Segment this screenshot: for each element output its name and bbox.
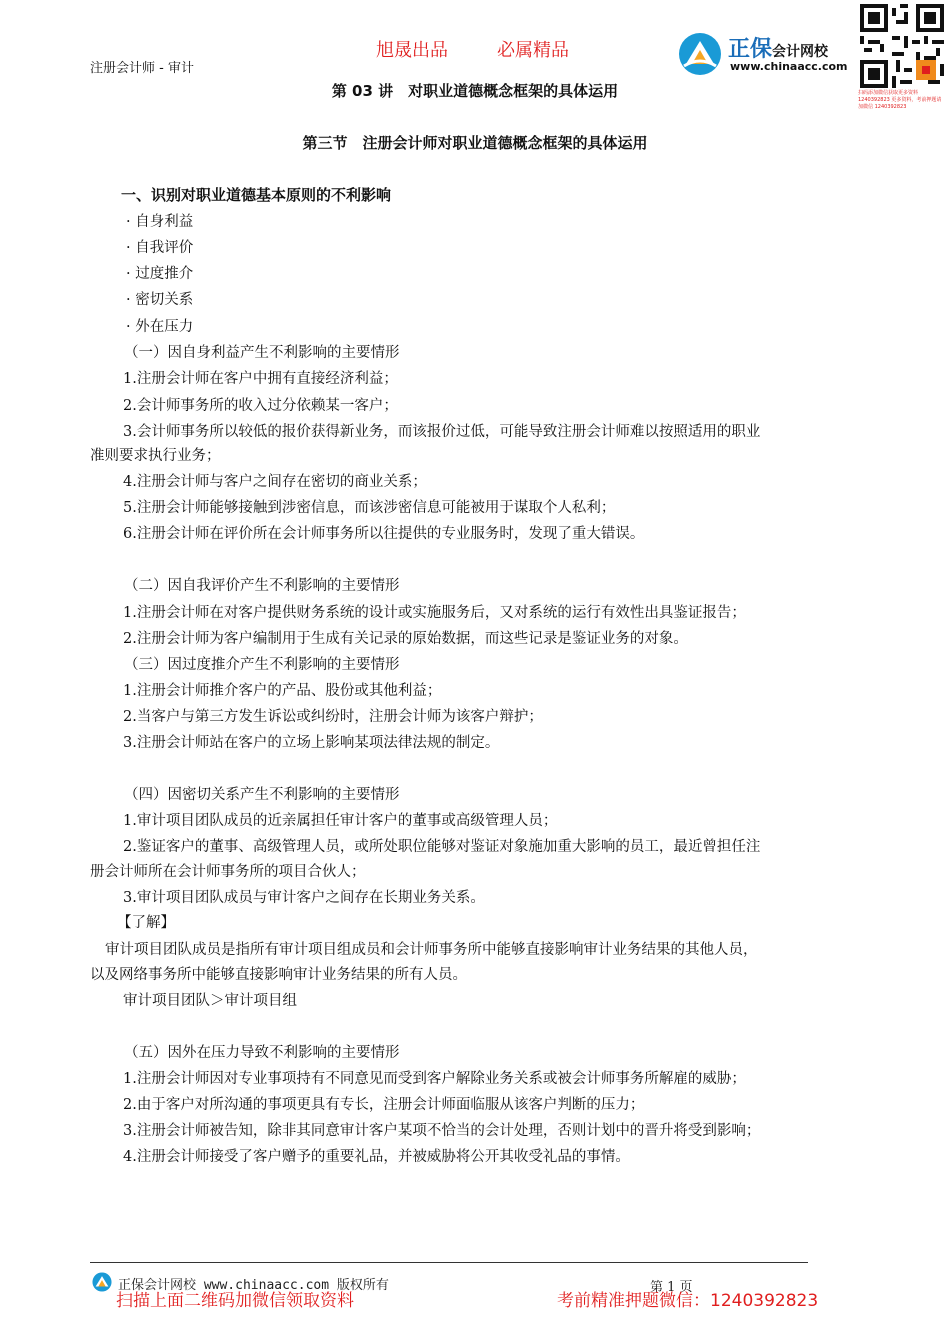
qr-code-icon	[860, 4, 944, 88]
list-item: 4.注册会计师与客户之间存在密切的商业关系；	[123, 474, 427, 490]
course-label: 注册会计师 - 审计	[90, 61, 194, 76]
note-text-continued: 以及网络事务所中能够直接影响审计业务结果的所有人员。	[90, 967, 467, 983]
list-item: 1.注册会计师因对专业事项持有不同意见而受到客户解除业务关系或被会计师事务所解雇的威胁；	[123, 1071, 746, 1087]
qr-caption: 扫码添加微信获取更多资料 1240392823 更多资料，考前押题请加微信 1240392823	[858, 90, 942, 110]
list-item: 3.会计师事务所以较低的报价获得新业务，而该报价过低，可能导致注册会计师难以按照适用的职业	[123, 424, 761, 440]
list-item: 2.由于客户对所沟通的事项更具有专长，注册会计师面临服从该客户判断的压力；	[123, 1097, 645, 1113]
page-number: 第 1 页	[650, 1280, 693, 1295]
promo-left: 扫描上面二维码加微信领取资料	[116, 1291, 354, 1311]
footer-divider	[90, 1262, 808, 1263]
logo-url: www.chinaacc.com	[730, 60, 848, 73]
footer-copyright: 正保会计网校 www.chinaacc.com 版权所有	[118, 1278, 389, 1293]
subheading: （二）因自我评价产生不利影响的主要情形	[124, 578, 400, 594]
subheading: （四）因密切关系产生不利影响的主要情形	[124, 787, 400, 803]
list-item: 2.注册会计师为客户编制用于生成有关记录的原始数据，而这些记录是鉴证业务的对象。	[123, 631, 688, 647]
list-item-continued: 册会计师所在会计师事务所的项目合伙人；	[90, 864, 366, 880]
bullet-item: · 过度推介	[126, 266, 194, 282]
list-item: 3.注册会计师被告知，除非其同意审计客户某项不恰当的会计处理，否则计划中的晋升将受到影响；	[123, 1123, 761, 1139]
list-item: 1.注册会计师在对客户提供财务系统的设计或实施服务后，又对系统的运行有效性出具鉴证报告；	[123, 605, 746, 621]
list-item: 2.当客户与第三方发生诉讼或纠纷时，注册会计师为该客户辩护；	[123, 709, 543, 725]
logo-name: 正保会计网校	[728, 37, 829, 62]
bullet-item: · 自我评价	[126, 240, 194, 256]
list-item: 2.鉴证客户的董事、高级管理人员，或所处职位能够对鉴证对象施加重大影响的员工，最近曾担任注	[123, 839, 761, 855]
subheading: （一）因自身利益产生不利影响的主要情形	[124, 345, 400, 361]
list-item: 6.注册会计师在评价所在会计师事务所以往提供的专业服务时，发现了重大错误。	[123, 526, 645, 542]
list-item: 1.注册会计师推介客户的产品、股份或其他利益；	[123, 683, 442, 699]
promo-right: 考前精准押题微信：1240392823	[557, 1291, 819, 1311]
list-item: 2.会计师事务所的收入过分依赖某一客户；	[123, 398, 398, 414]
list-item: 3.注册会计师站在客户的立场上影响某项法律法规的制定。	[123, 735, 500, 751]
list-item: 5.注册会计师能够接触到涉密信息，而该涉密信息可能被用于谋取个人私利；	[123, 500, 616, 516]
list-item: 1.注册会计师在客户中拥有直接经济利益；	[123, 371, 398, 387]
list-item: 3.审计项目团队成员与审计客户之间存在长期业务关系。	[123, 890, 485, 906]
bullet-item: · 密切关系	[126, 292, 194, 308]
note-relation: 审计项目团队＞审计项目组	[123, 993, 297, 1009]
bullet-item: · 自身利益	[126, 214, 194, 230]
list-item: 1.审计项目团队成员的近亲属担任审计客户的董事或高级管理人员；	[123, 813, 558, 829]
bullet-item: · 外在压力	[126, 319, 194, 335]
brand-tag-left: 旭晟出品	[376, 40, 448, 61]
section-heading: 一、识别对职业道德基本原则的不利影响	[121, 186, 392, 204]
subheading: （三）因过度推介产生不利影响的主要情形	[124, 657, 400, 673]
brand-tag-right: 必属精品	[497, 40, 569, 61]
lecture-title: 第 03 讲 对职业道德概念框架的具体运用	[331, 82, 619, 100]
list-item: 4.注册会计师接受了客户赠予的重要礼品，并被威胁将公开其收受礼品的事情。	[123, 1149, 630, 1165]
brand-logo	[678, 30, 858, 80]
logo-mark-icon	[678, 32, 722, 76]
subheading: （五）因外在压力导致不利影响的主要情形	[124, 1045, 400, 1061]
list-item-continued: 准则要求执行业务；	[90, 448, 221, 464]
note-label: 【了解】	[117, 915, 175, 931]
footer-logo-icon	[92, 1272, 112, 1292]
note-text: 审计项目团队成员是指所有审计项目组成员和会计师事务所中能够直接影响审计业务结果的其他人员，	[105, 942, 758, 958]
section-title: 第三节 注册会计师对职业道德概念框架的具体运用	[302, 134, 648, 152]
